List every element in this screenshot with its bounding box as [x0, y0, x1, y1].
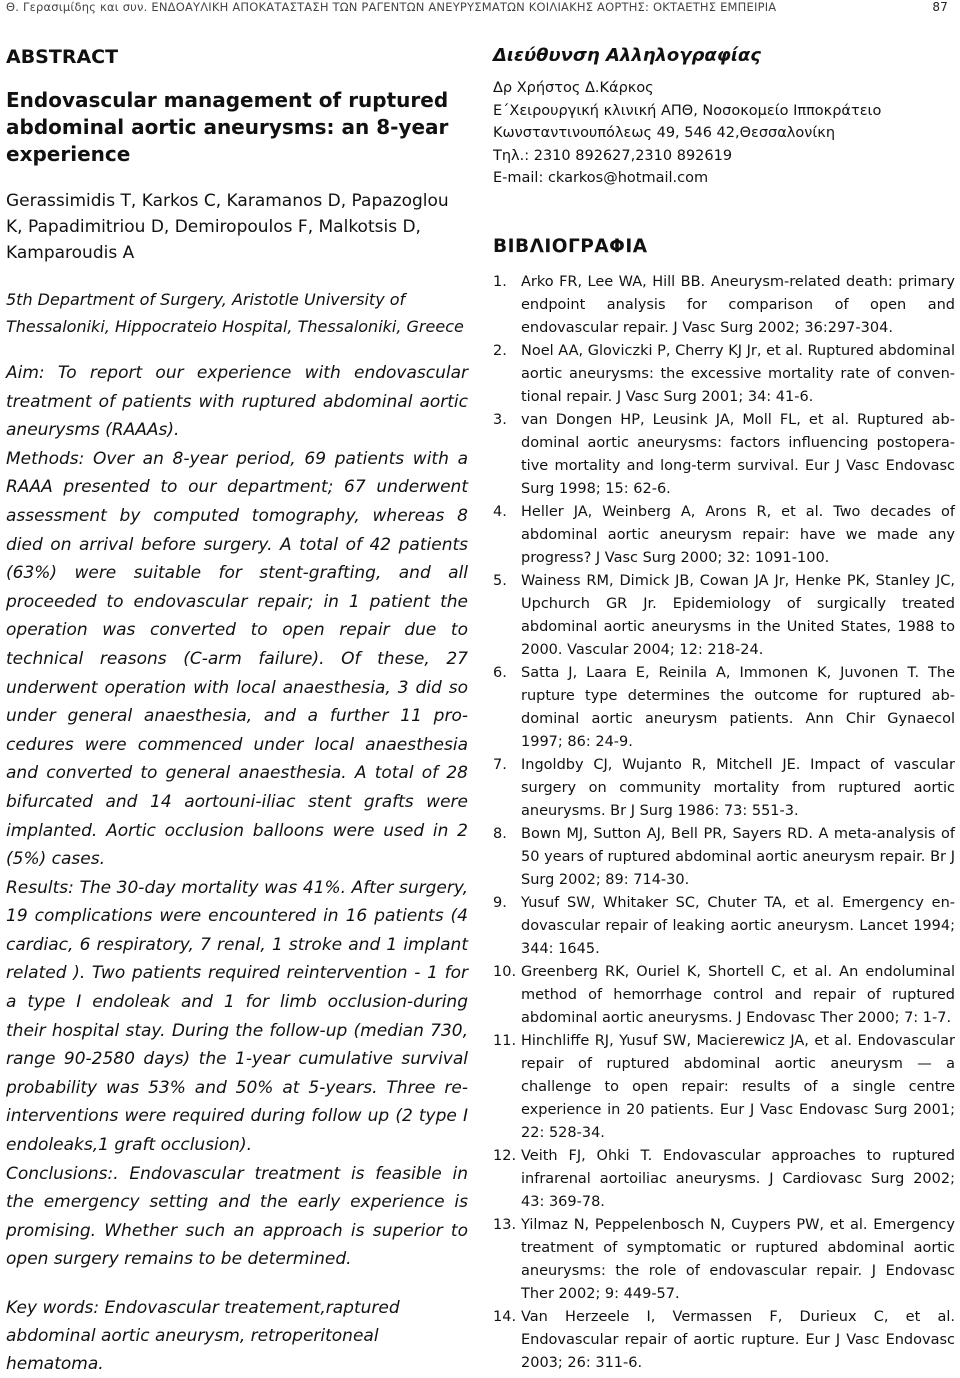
running-title: Θ. Γερασιμίδης και συν. ΕΝΔΟΑΥΛΙΚΗ ΑΠΟΚΑΤΑΣΤΑΣΗ ΤΩΝ ΡΑΓΕΝΤΩΝ ΑΝΕΥΡΥΣΜΑΤΩΝ ΚΟΙΛΙΑΚΗΣ ΑΟΡΤΗΣ: ΟΚΤΑΕΤΗΣ ΕΜΠΕΙΡΙΑ: [6, 0, 777, 14]
reference-text: Greenberg RK, Ouriel K, Shortell C, et al. An endoluminal method of hemorrhage control and repair of ruptured abdominal aortic aneurysms. J Endovasc Ther 2000; 7: 1-7.: [521, 963, 955, 1026]
correspondence-line: Τηλ.: 2310 892627,2310 892619: [493, 147, 733, 164]
right-column: [493, 42, 955, 1375]
reference-number: 9.: [493, 894, 507, 911]
abstract-label: ABSTRACT: [6, 46, 119, 68]
reference-text: Bown MJ, Sutton AJ, Bell PR, Sayers RD. A meta-analysis of 50 years of ruptured abdominal aortic aneurysm repair. Br J Surg 2002; 89: 714-30.: [521, 825, 955, 888]
reference-item: [493, 409, 955, 501]
reference-number: 13.: [493, 1216, 517, 1233]
correspondence-line: Κωνσταντινουπόλεως 49, 546 42,Θεσσαλονίκη: [493, 125, 836, 141]
reference-text: Yusuf SW, Whitaker SC, Chuter TA, et al. Emergency endovascular repair of leaking aortic aneurysm. Lancet 1994; 344: 1645.: [521, 894, 955, 957]
reference-number: 7.: [493, 756, 507, 773]
reference-number: 2.: [493, 342, 507, 359]
reference-item: [493, 1306, 955, 1375]
reference-item: [493, 1214, 955, 1306]
affiliation: 5th Department of Surgery, Aristotle University of Thessaloniki, Hippocrateio Hospital, Thessaloniki, Greece: [6, 290, 464, 336]
reference-item: [493, 662, 955, 754]
correspondence-email: E-mail: ckarkos@hotmail.com: [493, 170, 709, 186]
reference-number: 5.: [493, 572, 507, 589]
reference-item: [493, 271, 955, 340]
reference-text: van Dongen HP, Leusink JA, Moll FL, et al. Ruptured abdominal aortic aneurysms: factors influencing postoperative mortality and long-term survival. Eur J Vasc Endovasc Surg 1998; 15: 62-6.: [521, 411, 955, 497]
article-title: Endovascular management of ruptured abdominal aortic aneurysms: an 8-year experience: [6, 88, 449, 166]
reference-text: Wainess RM, Dimick JB, Cowan JA Jr, Henke PK, Stanley JC, Upchurch GR Jr. Epidemiology of surgically treated abdominal aortic aneurysms in the United States, 1988 to 2000. Vascular 2004; 12: 218-24.: [521, 572, 955, 658]
reference-text: Satta J, Laara E, Reinila A, Immonen K, Juvonen T. The rupture type determines the outcome for ruptured abdominal aortic aneurysm patients. Ann Chir Gynaecol 1997; 86: 24-9.: [521, 664, 955, 750]
reference-text: Ingoldby CJ, Wujanto R, Mitchell JE. Impact of vascular surgery on community mortality from ruptured aortic aneurysms. Br J Surg 1986: 73: 551-3.: [521, 756, 955, 819]
reference-text: Hinchliffe RJ, Yusuf SW, Macierewicz JA, et al. Endovascular repair of ruptured abdominal aortic aneurysm — a challenge to open repair: results of a single centre experience in 20 patients. Eur J Vasc Endovasc Surg 2001; 22: 528-34.: [521, 1032, 955, 1141]
abstract-column: [6, 42, 468, 1378]
abstract-conclusions: Conclusions:. Endovascular treatment is feasible in the emergency setting and the early experience is promising. Whether such an approach is superior to open surgery remains to be determined.: [6, 1163, 468, 1270]
reference-text: Van Herzeele I, Vermassen F, Durieux C, et al. Endovascular repair of aortic rupture. Eur J Vasc Endovasc 2003; 26: 311-6.: [521, 1308, 955, 1371]
correspondence-line: Δρ Χρήστος Δ.Κάρκος: [493, 80, 654, 96]
reference-number: 6.: [493, 664, 507, 681]
reference-number: 11.: [493, 1032, 517, 1049]
reference-item: [493, 892, 955, 961]
reference-number: 8.: [493, 825, 507, 842]
reference-list: [493, 271, 955, 1375]
reference-number: 10.: [493, 963, 517, 980]
reference-item: [493, 570, 955, 662]
references-heading: ΒΙΒΛΙΟΓΡΑΦΙΑ: [493, 235, 648, 257]
reference-item: [493, 754, 955, 823]
reference-text: Arko FR, Lee WA, Hill BB. Aneurysm-related death: primary endpoint analysis for comparison of open and endovascular repair. J Vasc Surg 2002; 36:297-304.: [521, 273, 955, 336]
reference-number: 14.: [493, 1308, 517, 1325]
reference-number: 1.: [493, 273, 507, 290]
correspondence-heading: Διεύθυνση Αλληλογραφίας: [493, 45, 761, 66]
correspondence-line: Ε΄Χειρουργική κλινική ΑΠΘ, Νοσοκομείο Ιπποκράτειο: [493, 102, 882, 119]
abstract-body: [6, 359, 468, 1274]
reference-number: 12.: [493, 1147, 517, 1164]
reference-text: Yilmaz N, Peppelenbosch N, Cuypers PW, et al. Emergency treatment of symptomatic or ruptured abdominal aortic aneurysms: the role of endovascular repair. J Endovasc Ther 2002; 9: 449-57.: [521, 1216, 955, 1302]
keywords: Key words: Endovascular treatement,raptured abdominal aortic aneurysm, retroperitoneal hematoma.: [6, 1298, 400, 1374]
reference-item: [493, 1145, 955, 1214]
reference-text: Veith FJ, Ohki T. Endovascular approaches to ruptured infrarenal aortoiliac aneurysms. J Cardiovasc Surg 2002; 43: 369-78.: [521, 1147, 955, 1210]
reference-item: [493, 823, 955, 892]
reference-number: 4.: [493, 503, 507, 520]
reference-text: Heller JA, Weinberg A, Arons R, et al. Two decades of abdominal aortic aneurysm repair: have we made any progress? J Vasc Surg 2000; 32: 1091-100.: [521, 503, 955, 566]
abstract-aim: Aim: To report our experience with endovascular treatment of patients with ruptured abdominal aortic aneurysms (RAAAs).: [6, 363, 468, 441]
authors: Gerassimidis T, Karkos C, Karamanos D, Papazoglou K, Papadimitriou D, Demiropoulos F, Malkotsis D, Kamparoudis A: [6, 191, 449, 263]
correspondence-block: [493, 77, 955, 190]
reference-item: [493, 340, 955, 409]
reference-item: [493, 961, 955, 1030]
abstract-methods: Methods: Over an 8-year period, 69 patients with a RAAA presented to our department; 67 underwent assessment by computed tomography, whereas 8 died on arrival before surgery. A total of 42 patients (63%) were suitable for stent-grafting, and all proceeded to endovascular repair; in 1 patient the operation was converted to open repair due to technical reasons (C-arm failure). Of these, 27 underwent operation with local anaesthesia, 3 did so under general anaesthesia, and a further 11 procedures were commenced under local anaesthesia and converted to general anaesthesia. A total of 28 bifurcated and 14 aortouni-iliac stent grafts were implanted. Aortic occlusion balloons were used in 2 (5%) cases.: [6, 448, 468, 870]
page-number: 87: [932, 0, 948, 14]
reference-item: [493, 501, 955, 570]
reference-number: 3.: [493, 411, 507, 428]
running-header: [6, 0, 954, 14]
reference-item: [493, 1030, 955, 1145]
abstract-results: Results: The 30-day mortality was 41%. After surgery, 19 complications were encountered in 16 patients (4 cardiac, 6 respiratory, 7 renal, 1 stroke and 1 implant related ). Two patients required reintervention - 1 for a type I endoleak and 1 for limb occlusion-during their hospital stay. During the follow-up (median 730, range 90-2580 days) the 1-year cumulative survival probability was 53% and 50% at 5-years. Three re-interventions were required during follow up (2 type I endoleaks,1 graft occlusion).: [6, 877, 468, 1156]
reference-text: Noel AA, Gloviczki P, Cherry KJ Jr, et al. Ruptured abdominal aortic aneurysms: the excessive mortality rate of conventional repair. J Vasc Surg 2001; 34: 41-6.: [521, 342, 955, 405]
